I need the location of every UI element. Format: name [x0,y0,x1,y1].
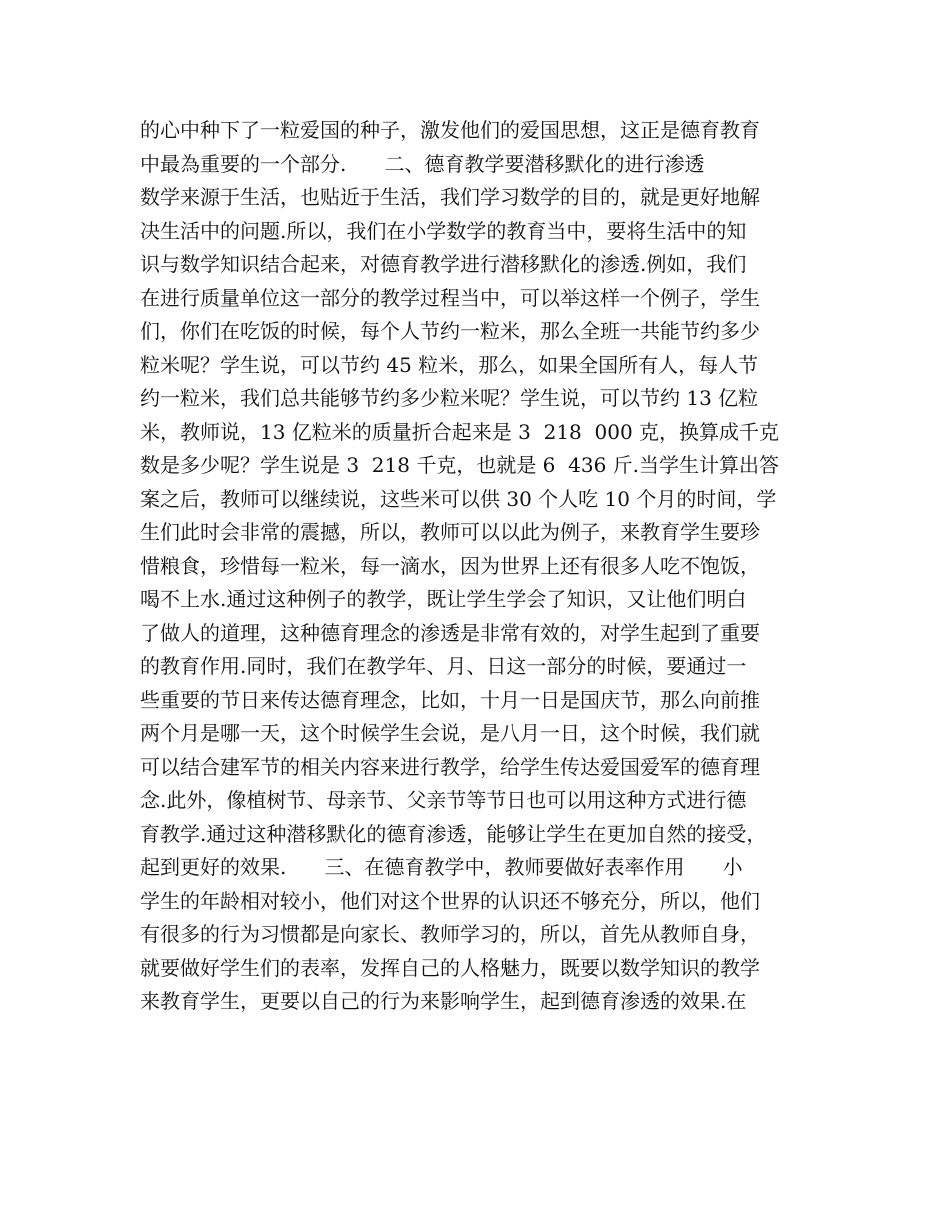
text-line: 两个月是哪一天，这个时候学生会说，是八月一日，这个时候，我们就 [140,721,760,745]
text-line: 学生的年龄相对较小，他们对这个世界的认识还不够充分，所以，他们 [140,888,760,913]
text-line: 喝不上水.通过这种例子的教学，既让学生学会了知识，又让他们明白 [140,587,747,611]
text-line: 中最為重要的一个部分. 二、德育教学要潜移默化的进行渗透 [140,151,705,176]
text-line: 决生活中的问题.所以，我们在小学数学的教育当中，要将生活中的知 [140,218,747,243]
text-line: 约一粒米，我们总共能够节约多少粒米呢？学生说，可以节约 13 亿粒 [140,386,759,410]
text-line: 数是多少呢？学生说是 3 218 千克，也就是 6 436 斤.当学生计算出答 [140,453,780,477]
text-line: 的教育作用.同时，我们在教学年、月、日这一部分的时候，要通过一 [140,654,747,678]
text-line: 些重要的节日来传达德育理念，比如，十月一日是国庆节，那么向前推 [140,687,760,712]
text-line: 育教学.通过这种潜移默化的德育渗透，能够让学生在更加自然的接受， [140,821,767,846]
text-line: 的心中种下了一粒爱国的种子，激发他们的爱国思想，这正是德育教育 [140,118,760,142]
text-line: 惜粮食，珍惜每一粒米，每一滴水，因为世界上还有很多人吃不饱饭， [140,553,760,578]
text-line: 米，教师说，13 亿粒米的质量折合起来是 3 218 000 克，换算成千克 [140,419,780,444]
text-line: 就要做好学生们的表率，发挥自己的人格魅力，既要以数学知识的教学 [140,955,760,980]
text-line: 来教育学生，更要以自己的行为来影响学生，起到德育渗透的效果.在 [140,989,747,1013]
text-line: 们，你们在吃饭的时候，每个人节约一粒米，那么全班一共能节约多少 [140,319,760,343]
text-line: 在进行质量单位这一部分的教学过程当中，可以举这样一个例子，学生 [140,285,760,310]
text-line: 了做人的道理，这种德育理念的渗透是非常有效的，对学生起到了重要 [140,620,760,645]
text-line: 识与数学知识结合起来，对德育教学进行潜移默化的渗透.例如，我们 [140,252,747,276]
text-line: 案之后，教师可以继续说，这些米可以供 30 个人吃 10 个月的时间，学 [140,486,777,511]
text-line: 可以结合建军节的相关内容来进行教学，给学生传达爱国爱军的德育理 [140,754,760,779]
text-line: 起到更好的效果. 三、在德育教学中，教师要做好表率作用 小 [140,855,743,879]
text-line: 数学来源于生活，也贴近于生活，我们学习数学的目的，就是更好地解 [140,185,760,209]
text-line: 粒米呢？学生说，可以节约 45 粒米，那么，如果全国所有人，每人节 [140,352,759,377]
text-line: 生们此时会非常的震撼，所以，教师可以以此为例子，来教育学生要珍 [140,520,760,544]
text-line: 念.此外，像植树节、母亲节、父亲节等节日也可以用这种方式进行德 [140,788,747,812]
body-text [140,114,840,1019]
text-line: 有很多的行为习惯都是向家长、教师学习的，所以，首先从教师自身， [140,922,760,946]
